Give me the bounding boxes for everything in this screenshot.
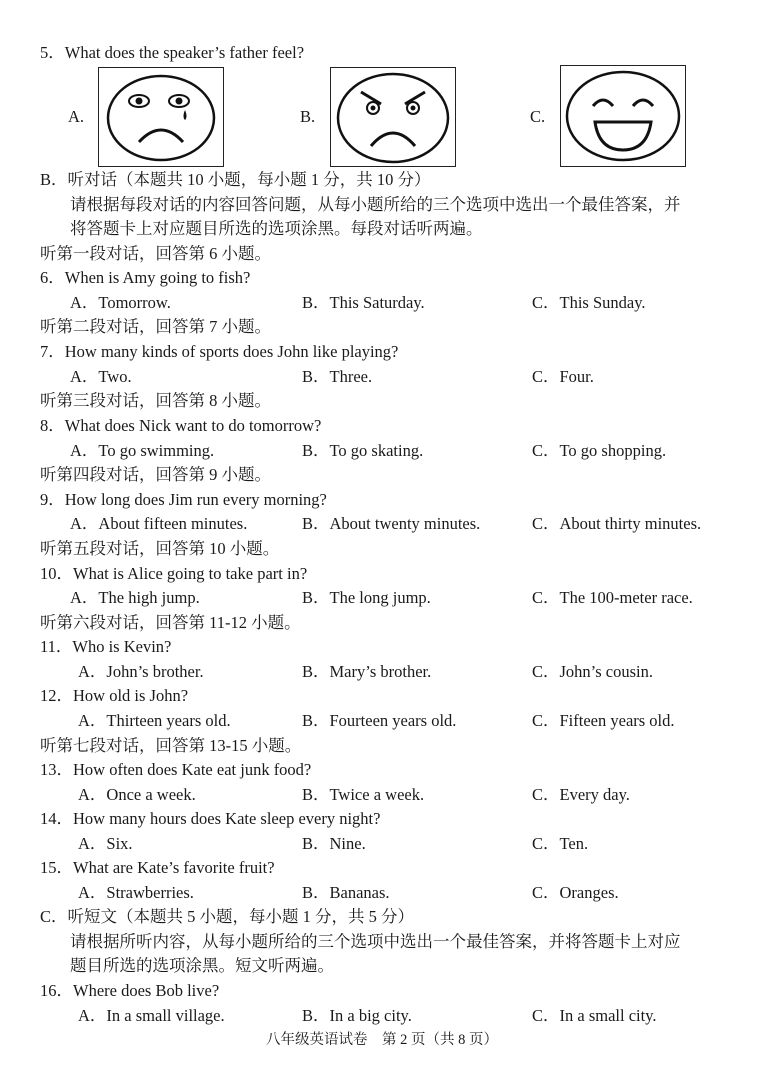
option-16b: B．In a big city. xyxy=(302,1006,412,1025)
question-13: 13．How often does Kate eat junk food? xyxy=(40,760,312,779)
option-12b: B．Fourteen years old. xyxy=(302,711,457,730)
option-13a: A．Once a week. xyxy=(78,785,196,804)
section-c-instruction-1: 请根据所听内容，从每小题所给的三个选项中选出一个最佳答案，并将答题卡上对应 xyxy=(70,932,681,951)
option-10c: C．The 100-meter race. xyxy=(532,588,693,607)
option-15b: B．Bananas. xyxy=(302,883,390,902)
option-16a: A．In a small village. xyxy=(78,1006,225,1025)
dialog-4-note: 听第四段对话，回答第 9 小题。 xyxy=(40,465,271,484)
option-12c: C．Fifteen years old. xyxy=(532,711,675,730)
option-5a-label: A. xyxy=(68,107,85,126)
question-16: 16．Where does Bob live? xyxy=(40,981,220,1000)
option-9c: C．About thirty minutes. xyxy=(532,514,702,533)
angry-face-icon xyxy=(330,67,456,167)
option-7b: B．Three. xyxy=(302,367,373,386)
option-10b: B．The long jump. xyxy=(302,588,431,607)
option-6c: C．This Sunday. xyxy=(532,293,646,312)
option-14b: B．Nine. xyxy=(302,834,366,853)
dialog-7-note: 听第七段对话，回答第 13-15 小题。 xyxy=(40,736,302,755)
laughing-face-icon xyxy=(560,65,686,167)
question-6: 6．When is Amy going to fish? xyxy=(40,268,251,287)
option-12a: A．Thirteen years old. xyxy=(78,711,231,730)
section-c-instruction-2: 题目所选的选项涂黑。短文听两遍。 xyxy=(70,956,334,975)
option-8c: C．To go shopping. xyxy=(532,441,667,460)
page-footer: 八年级英语试卷 第 2 页（共 8 页） xyxy=(266,1032,498,1048)
dialog-5-note: 听第五段对话，回答第 10 小题。 xyxy=(40,539,280,558)
option-11c: C．John’s cousin. xyxy=(532,662,654,681)
crying-face-icon xyxy=(98,67,224,167)
question-8: 8．What does Nick want to do tomorrow? xyxy=(40,416,322,435)
question-12: 12．How old is John? xyxy=(40,686,189,705)
question-5: 5．What does the speaker’s father feel? xyxy=(40,43,305,62)
question-10: 10．What is Alice going to take part in? xyxy=(40,564,308,583)
question-11: 11．Who is Kevin? xyxy=(40,637,172,656)
option-14c: C．Ten. xyxy=(532,834,589,853)
option-8a: A．To go swimming. xyxy=(70,441,215,460)
option-9b: B．About twenty minutes. xyxy=(302,514,481,533)
dialog-3-note: 听第三段对话，回答第 8 小题。 xyxy=(40,391,271,410)
option-15a: A．Strawberries. xyxy=(78,883,194,902)
option-8b: B．To go skating. xyxy=(302,441,424,460)
option-5b-label: B. xyxy=(300,107,316,126)
question-15: 15．What are Kate’s favorite fruit? xyxy=(40,858,275,877)
option-7a: A．Two. xyxy=(70,367,132,386)
dialog-1-note: 听第一段对话，回答第 6 小题。 xyxy=(40,244,271,263)
section-b-instruction-2: 将答题卡上对应题目所选的选项涂黑。每段对话听两遍。 xyxy=(70,219,483,238)
option-13b: B．Twice a week. xyxy=(302,785,425,804)
option-6a: A．Tomorrow. xyxy=(70,293,171,312)
option-9a: A．About fifteen minutes. xyxy=(70,514,248,533)
option-13c: C．Every day. xyxy=(532,785,630,804)
option-11b: B．Mary’s brother. xyxy=(302,662,432,681)
option-14a: A．Six. xyxy=(78,834,133,853)
option-16c: C．In a small city. xyxy=(532,1006,657,1025)
option-15c: C．Oranges. xyxy=(532,883,619,902)
question-9: 9．How long does Jim run every morning? xyxy=(40,490,327,509)
section-b-title: B．听对话（本题共 10 小题，每小题 1 分，共 10 分） xyxy=(40,170,431,189)
option-10a: A．The high jump. xyxy=(70,588,200,607)
question-7: 7．How many kinds of sports does John like playing? xyxy=(40,342,399,361)
dialog-2-note: 听第二段对话，回答第 7 小题。 xyxy=(40,317,271,336)
option-5c-label: C. xyxy=(530,107,546,126)
option-6b: B．This Saturday. xyxy=(302,293,425,312)
option-11a: A．John’s brother. xyxy=(78,662,204,681)
section-c-title: C．听短文（本题共 5 小题，每小题 1 分，共 5 分） xyxy=(40,907,415,926)
option-7c: C．Four. xyxy=(532,367,594,386)
section-b-instruction-1: 请根据每段对话的内容回答问题，从每小题所给的三个选项中选出一个最佳答案，并 xyxy=(70,195,681,214)
dialog-6-note: 听第六段对话，回答第 11-12 小题。 xyxy=(40,613,301,632)
question-14: 14．How many hours does Kate sleep every night? xyxy=(40,809,381,828)
